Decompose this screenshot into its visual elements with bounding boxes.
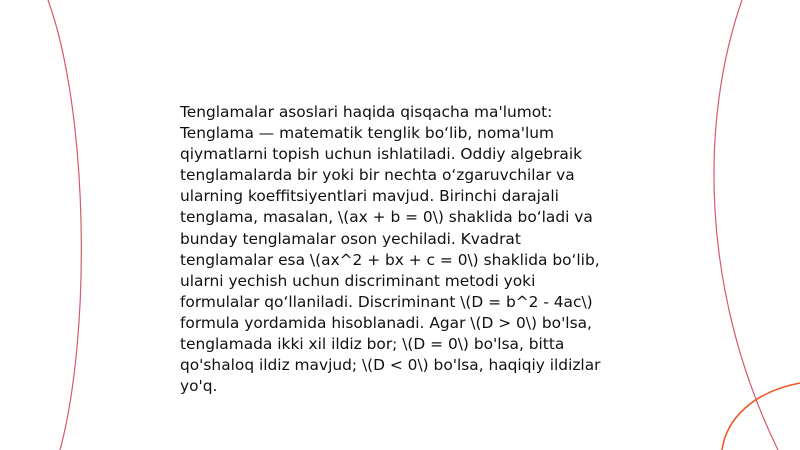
right-arc-decoration [714, 0, 778, 450]
corner-circle-decoration [722, 383, 800, 450]
body-paragraph: Tenglamalar asoslari haqida qisqacha ma'lumot: Tenglama — matematik tenglik bo‘lib, noma'lum qiymatlarni topish uchun ishlatiladi. Oddiy algebraik tenglamalarda bir yoki bir nechta o‘zgaruvchilar va ularning koeffitsiyentlari mavjud. Birinchi darajali tenglama, masalan, \(ax + b = 0\) shaklida bo‘ladi va bunday tenglamalar oson yechiladi. Kvadrat tenglamalar esa \(ax^2 + bx + c = 0\) shaklida bo‘lib, ularni yechish uchun discriminant metodi yoki formulalar qo‘llaniladi. Discriminant \(D = b^2 - 4ac\) formula yordamida hisoblanadi. Agar \(D > 0\) bo'lsa, tenglamada ikki xil ildiz bor; \(D = 0\) bo'lsa, bitta qo'shaloq ildiz mavjud; \(D < 0\) bo'lsa, haqiqiy ildizlar yo'q. [180, 103, 601, 396]
left-arc-decoration [48, 0, 81, 450]
